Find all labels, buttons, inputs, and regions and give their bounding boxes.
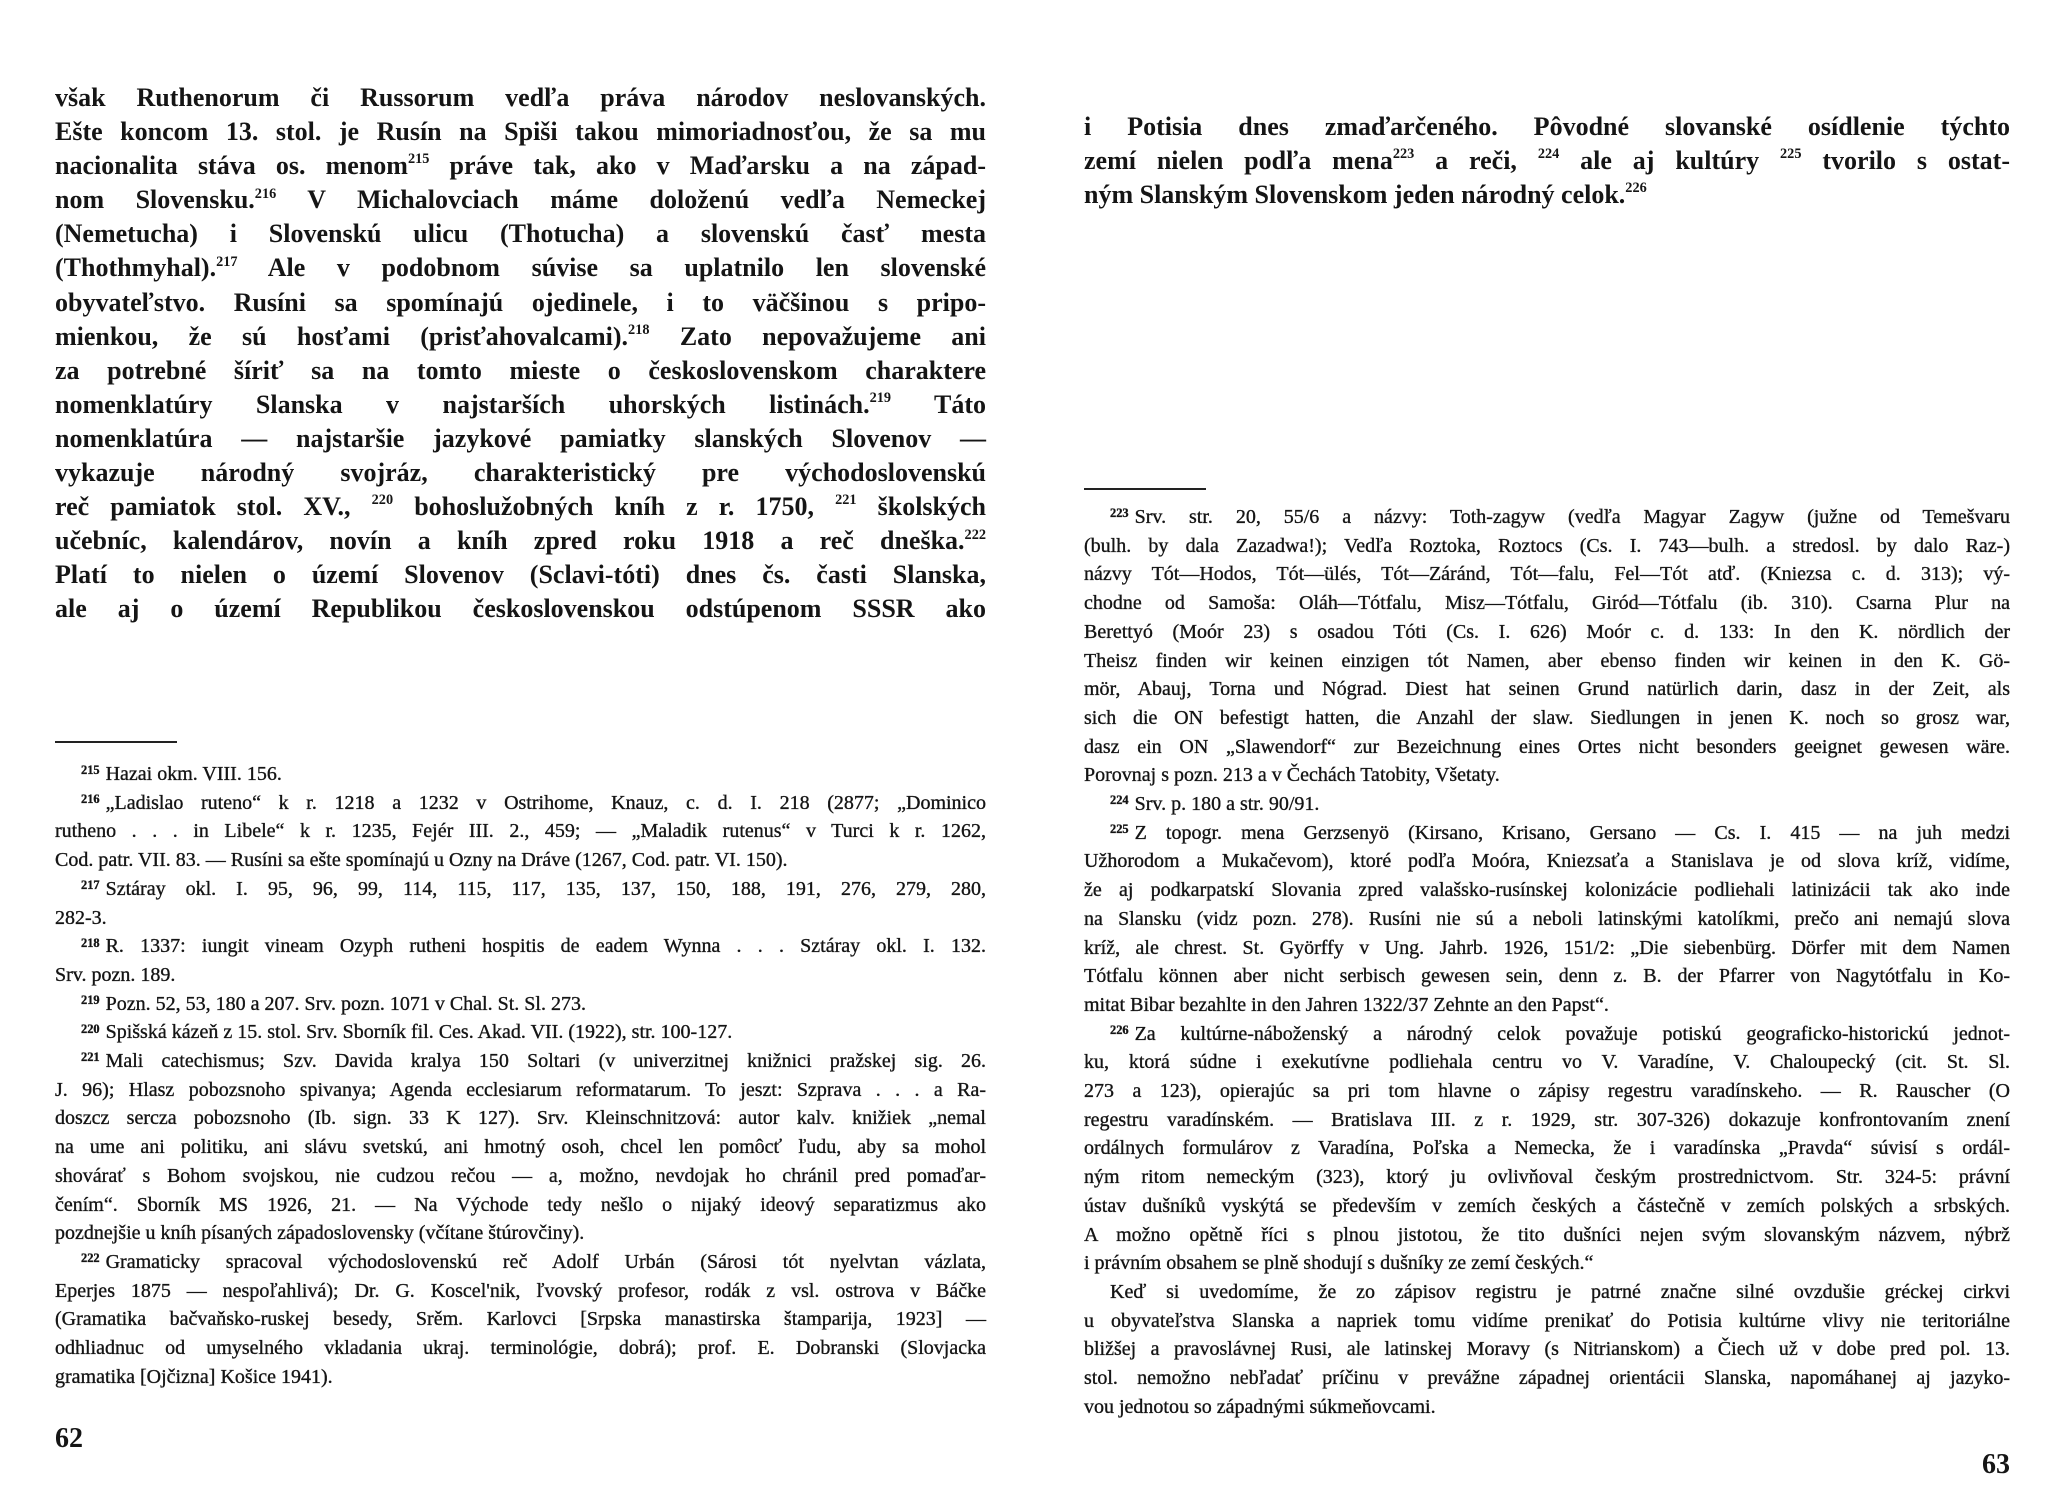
- text-run: nom Slovensku.: [55, 185, 255, 215]
- footnote-text: i právním obsahem se plně shodují s dušníky ze zemí českých.“: [1084, 1252, 1594, 1275]
- footnote-line: [1084, 1249, 2010, 1278]
- main-text-line: [55, 524, 986, 558]
- footnote-line: [1084, 1163, 2010, 1192]
- footnote-line: [1084, 1048, 2010, 1077]
- text-run: nomenklatúry Slanska v najstarších uhorských listinách.: [55, 389, 870, 419]
- footnote: [55, 1248, 986, 1392]
- text-run: mienkou, že sú hosťami (prisťahovalcami).: [55, 321, 629, 351]
- footnote-line: [55, 1018, 986, 1047]
- footnote-text: doszcz sercza pobozsnoho (Ib. sign. 33 K 127). Srv. Kleinschnitzová: autor kalv. knižiek „nemal: [55, 1107, 986, 1130]
- footnote-text: R. 1337: iungit vineam Ozyph rutheni hospitis de eadem Wynna . . . Sztáray okl. I. 132.: [105, 935, 986, 958]
- footnote-line: [1084, 503, 2010, 532]
- footnote-line: [1084, 905, 2010, 934]
- text-run: obyvateľstvo. Rusíni sa spomínajú ojedinele, i to väčšinou s pripo-: [55, 287, 986, 317]
- main-text-line: [55, 320, 986, 354]
- text-run: školských: [856, 492, 987, 522]
- footnote-line: [1084, 1077, 2010, 1106]
- footnote-text: regestru varadínském. — Bratislava III. z r. 1929, str. 307-326) dokazuje konfrontovaním znení: [1084, 1108, 2010, 1131]
- footnote-line: [1084, 1364, 2010, 1393]
- main-text-line: [55, 456, 986, 490]
- footnote-marker: 223: [1110, 506, 1129, 521]
- text-run: bohoslužobných kníh z r. 1750,: [393, 492, 836, 522]
- footnote-text: Srv. p. 180 a str. 90/91.: [1134, 793, 1320, 816]
- text-run: V Michalovciach máme doloženú vedľa Nemeckej: [276, 185, 986, 215]
- footnote-line: [1084, 790, 2010, 819]
- footnote-text: „Ladislao ruteno“ k r. 1218 a 1232 v Ostrihome, Knauz, c. d. I. 218 (2877; „Dominico: [105, 791, 986, 814]
- footnote-text: gramatika [Ojčizna] Košice 1941).: [55, 1365, 333, 1388]
- footnote-line: [55, 1219, 986, 1248]
- text-run: nacionalita stáva os. menom: [55, 151, 408, 181]
- footnote-line: [55, 990, 986, 1019]
- text-run: Platí to nielen o území Slovenov (Sclavi-tóti) dnes čs. časti Slanska,: [55, 560, 986, 590]
- footnote-text: 273 a 123), opierajúc sa pri tom hlavne o zápisy regestru varadínskeho. — R. Rauscher (O: [1084, 1080, 2010, 1103]
- footnote-text: Berettyó (Moór 23) s osadou Tóti (Cs. I. 626) Moór c. d. 133: In den K. nördlich der: [1084, 620, 2010, 643]
- footnote: [55, 1047, 986, 1248]
- footnote-ref: 219: [869, 390, 892, 407]
- footnote-line: [1084, 847, 2010, 876]
- footnote-text: Mali catechismus; Szv. Davida kralya 150 Soltari (v univerzitnej knižnici pražskej sig. 26.: [105, 1050, 986, 1073]
- main-text-line: [55, 115, 986, 149]
- main-text-line: [55, 592, 986, 626]
- text-run: vykazuje národný svojráz, charakteristický pre východoslovenskú: [55, 458, 986, 488]
- footnote: [55, 990, 986, 1019]
- footnote-line: [1084, 532, 2010, 561]
- footnote-separator: [1084, 488, 1206, 490]
- text-run: (Thothmyhal).: [55, 253, 217, 283]
- footnote-text: (Gramatika bačvaňsko-ruskej besedy, Srěm. Karlovci [Srpska manastirska štamparija, 1923] —: [55, 1308, 986, 1331]
- footnote-line: [1084, 1020, 2010, 1049]
- footnote-text: Gramaticky spracoval východoslovenskú reč Adolf Urbán (Sárosi tót nyelvtan vázlata,: [105, 1250, 986, 1273]
- footnote-text: Eperjes 1875 — nespoľahlivá); Dr. G. Koscel'nik, ľvovský profesor, rodák z vsl. ostrova v Báčke: [55, 1279, 986, 1302]
- footnote: [1084, 819, 2010, 1020]
- footnote-marker: 224: [1110, 793, 1129, 808]
- footnote-text: sich die ON befestigt hatten, die Anzahl der slaw. Siedlungen in jenen K. noch so grosz war,: [1084, 706, 2010, 729]
- main-text-line: [55, 490, 986, 524]
- footnote-text: ordálnych formulárov z Varadína, Poľska a Nemecka, že i varadínska „Pravda“ súvisí s ordál-: [1084, 1137, 2010, 1160]
- text-run: učebníc, kalendárov, novín a kníh zpred roku 1918 a reč dneška.: [55, 526, 965, 556]
- footnote-text: čením“. Sborník MS 1926, 21. — Na Východe tedy nešlo o nijaký ideový separatizmus ako: [55, 1193, 986, 1216]
- footnote-marker: 218: [81, 935, 100, 950]
- footnote-text: Tótfalu können aber nicht serbisch gewesen sein, denn z. B. der Pfarrer von Nagytótfalu in Ko-: [1084, 965, 2010, 988]
- footnote-marker: 221: [81, 1050, 100, 1065]
- footnote-paragraph: [1084, 1278, 2010, 1422]
- main-text-line: [55, 217, 986, 251]
- footnote-line: [55, 1162, 986, 1191]
- text-run: i Potisia dnes zmaďarčeného. Pôvodné slovanské osídlenie týchto: [1084, 112, 2010, 141]
- footnote: [55, 932, 986, 989]
- main-text-line: [55, 354, 986, 388]
- main-text: [1084, 110, 2010, 212]
- footnote-ref: 217: [216, 253, 238, 270]
- footnote-line: [1084, 819, 2010, 848]
- footnote-line: [1084, 1106, 2010, 1135]
- footnote-line: [55, 1334, 986, 1363]
- footnote-text: dasz ein ON „Slawendorf“ zur Bezeichnung eines Ortes nicht besonders geeignet gewesen wäre.: [1084, 735, 2010, 758]
- footnote-text: názvy Tót—Hodos, Tót—ülés, Tót—Záránd, Tót—falu, Fel—Tót atď. (Kniezsa c. d. 313); vý-: [1084, 563, 2010, 586]
- footnote-line: [55, 1047, 986, 1076]
- footnote-line: [1084, 876, 2010, 905]
- footnote-line: [55, 961, 986, 990]
- footnote: [55, 789, 986, 875]
- footnote-line: [1084, 560, 2010, 589]
- footnote-text: Theisz finden wir keinen einzigen tót Namen, aber ebenso finden wir keinen in den K. Gö-: [1084, 649, 2010, 672]
- footnote-text: Srv. pozn. 189.: [55, 963, 176, 986]
- footnote-line: [1084, 618, 2010, 647]
- footnote-text: 282-3.: [55, 906, 107, 929]
- footnote-line: [55, 1133, 986, 1162]
- main-text-line: [55, 422, 986, 456]
- footnote: [55, 875, 986, 932]
- footnote: [55, 1018, 986, 1047]
- text-run: práve tak, ako v Maďarsku a na západ-: [429, 151, 986, 181]
- footnote-marker: 217: [81, 878, 100, 893]
- footnote-line: [1084, 1307, 2010, 1336]
- footnote-separator: [55, 741, 177, 743]
- footnote-line: [55, 817, 986, 846]
- footnote-line: [1084, 934, 2010, 963]
- footnote-text: Sztáray okl. I. 95, 96, 99, 114, 115, 117, 135, 137, 150, 188, 191, 276, 279, 280,: [105, 877, 986, 900]
- text-run: (Nemetucha) i Slovenskú ulicu (Thotucha) a slovenskú časť mesta: [55, 219, 986, 249]
- footnote-line: [1084, 1221, 2010, 1250]
- footnote-text: u obyvateľstva Slanska a napriek tomu vidíme prenikať do Potisia kultúrne vlivy nie teritoriálne: [1084, 1309, 2010, 1332]
- text-run: Zato nepovažujeme ani: [649, 321, 986, 351]
- text-run: ale aj kultúry: [1559, 146, 1781, 176]
- footnote-ref: 225: [1780, 146, 1802, 163]
- footnote-text: na Slansku (vidz pozn. 278). Rusíni nie sú a neboli latinskými katolíkmi, prečo ani nemajú slova: [1084, 907, 2010, 930]
- footnote-text: kríž, ale chrest. St. Györffy v Ung. Jahrb. 1926, 151/2: „Die siebenbürg. Dörfer mit dem Namen: [1084, 936, 2010, 959]
- footnote-text: Cod. patr. VII. 83. — Rusíni sa ešte spomínajú u Ozny na Dráve (1267, Cod. patr. VI. 150).: [55, 849, 788, 872]
- footnote-line: [1084, 1335, 2010, 1364]
- text-run: nomenklatúra — najstaršie jazykové pamiatky slanských Slovenov —: [55, 423, 986, 453]
- footnote-text: Spišská kázeň z 15. stol. Srv. Sborník fil. Ces. Akad. VII. (1922), str. 100-127.: [105, 1021, 733, 1044]
- footnote-marker: 220: [81, 1021, 100, 1036]
- footnote-line: [55, 760, 986, 789]
- footnote-text: mör, Abauj, Torna und Nógrad. Diest hat seinen Grund natürlich darin, dasz in der Zeit, als: [1084, 678, 2010, 701]
- footnote-ref: 222: [964, 526, 986, 543]
- text-run: ale aj o území Republikou československou odstúpenom SSSR ako: [55, 594, 986, 624]
- footnote-line: [55, 789, 986, 818]
- footnote-line: [1084, 733, 2010, 762]
- footnote-text: A možno opětně říci s plnou jistotou, že tito dušníci nejen svým slovanským názvem, nýbrž: [1084, 1223, 2010, 1246]
- footnote-line: [1084, 589, 2010, 618]
- footnote-line: [1084, 1192, 2010, 1221]
- footnote-marker: 215: [81, 763, 100, 778]
- main-text-line: [55, 149, 986, 183]
- main-text-line: [1084, 178, 2010, 212]
- footnote-line: [55, 1076, 986, 1105]
- footnote-text: Za kultúrne-náboženský a národný celok považuje potiskú geograficko-historickú jednot-: [1134, 1022, 2010, 1045]
- footnote-text: vou jednotou so západnými súkmeňovcami.: [1084, 1395, 1436, 1418]
- main-text-line: [55, 558, 986, 592]
- footnote-ref: 223: [1392, 146, 1415, 163]
- footnotes: [1084, 503, 2010, 1422]
- main-text-line: [55, 251, 986, 285]
- footnote-text: stol. nemožno nebľadať príčinu v prevážne západnej orientácii Slanska, napomáhanej aj jazyko-: [1084, 1367, 2010, 1390]
- footnote-text: Keď si uvedomíme, že zo zápisov registru je patrné značne silné ovzdušie gréckej cirkvi: [1110, 1280, 2010, 1303]
- main-text-line: [55, 286, 986, 320]
- footnote-line: [1084, 962, 2010, 991]
- footnote-line: [55, 1277, 986, 1306]
- footnote-ref: 226: [1625, 180, 1647, 197]
- footnote: [1084, 790, 2010, 819]
- footnote-line: [55, 1248, 986, 1277]
- text-run: Táto: [891, 389, 986, 419]
- footnote-line: [55, 1104, 986, 1133]
- footnote-text: Srv. str. 20, 55/6 a názvy: Toth-zagyw (vedľa Magyar Zagyw (južne od Temešvaru: [1134, 506, 2010, 528]
- footnote-ref: 216: [254, 185, 277, 202]
- text-run: zemí nielen podľa mena: [1084, 146, 1393, 176]
- footnote-line: [55, 1305, 986, 1334]
- page-number: 63: [1982, 1449, 2010, 1480]
- footnote-line: [1084, 704, 2010, 733]
- footnote: [1084, 503, 2010, 790]
- text-run: Ešte koncom 13. stol. je Rusín na Spiši takou mimoriadnosťou, že sa mu: [55, 117, 986, 147]
- footnote-line: [55, 846, 986, 875]
- footnote-line: [1084, 761, 2010, 790]
- footnote-line: [55, 932, 986, 961]
- text-run: tvorilo s ostat-: [1801, 146, 2010, 176]
- footnote-text: chodne od Samoša: Oláh—Tótfalu, Misz—Tótfalu, Giród—Tótfalu (ib. 310). Csarna Plur na: [1084, 592, 2010, 615]
- footnote-text: odhliadnuc od umyselného vkladania ukraj. terminológie, dobrá); prof. E. Dobranski (Slovjacka: [55, 1337, 986, 1360]
- main-text-line: [1084, 110, 2010, 144]
- footnote-text: pozdnejšie u kníh písaných západoslovensky (včítane štúrovčiny).: [55, 1222, 585, 1245]
- footnote-line: [1084, 991, 2010, 1020]
- footnote-ref: 220: [371, 492, 394, 509]
- footnote-line: [1084, 1278, 2010, 1307]
- footnote-text: ústav dušníků vyskýtá se především v zemích českých a částečně v zemích polských a srbských.: [1084, 1194, 2010, 1217]
- footnotes: [55, 760, 986, 1391]
- footnote-line: [1084, 675, 2010, 704]
- footnote: [55, 760, 986, 789]
- text-run: a reči,: [1414, 146, 1538, 176]
- text-run: reč pamiatok stol. XV.,: [55, 492, 372, 522]
- footnote-marker: 226: [1110, 1023, 1129, 1038]
- footnote-ref: 218: [628, 321, 650, 338]
- footnote-text: že aj podkarpatskí Slovania zpred valašsko-rusínskej kolonizácie podliehali latinizácii tak ako inde: [1084, 879, 2010, 902]
- main-text-line: [55, 81, 986, 115]
- main-text-line: [1084, 144, 2010, 178]
- footnote-ref: 224: [1537, 146, 1560, 163]
- text-run: však Ruthenorum či Russorum vedľa práva národov neslovanských.: [55, 83, 986, 112]
- text-run: za potrebné šíriť sa na tomto mieste o československom charaktere: [55, 355, 986, 385]
- page-number: 62: [55, 1423, 83, 1454]
- footnote-text: bližšej a pravoslávnej Rusi, ale latinskej Moravy (s Nitrianskom) a Čiech už v dobe pred pol. 13.: [1084, 1338, 2010, 1361]
- footnote-text: Hazai okm. VIII. 156.: [105, 763, 282, 785]
- footnote-text: ku, ktorá súdne i exekutívne podliehala centru vo V. Varadíne, V. Chaloupecký (cit. St. Sl.: [1084, 1051, 2010, 1074]
- footnote-line: [1084, 1134, 2010, 1163]
- footnote-ref: 221: [835, 492, 857, 509]
- footnote-text: Z topogr. mena Gerzsenyö (Kirsano, Krisano, Gersano — Cs. I. 415 — na juh medzi: [1134, 821, 2010, 844]
- footnote-marker: 222: [81, 1251, 100, 1266]
- footnote-text: na ume ani politiku, ani slávu svetskú, ani hmotný osoh, chcel len pomôcť ľudu, aby sa mohol: [55, 1136, 986, 1159]
- text-run: ným Slanským Slovenskom jeden národný celok.: [1084, 180, 1626, 210]
- footnote-text: shovárať s Bohom svojskou, nie cudzou rečou — a, možno, nevdojak ho chránil pred pomaďar-: [55, 1164, 986, 1187]
- footnote-text: mitat Bibar bezahlte in den Jahren 1322/37 Zehnte an den Papst“.: [1084, 993, 1609, 1016]
- footnote-marker: 219: [81, 993, 100, 1008]
- main-text-line: [55, 388, 986, 422]
- footnote-line: [55, 1363, 986, 1392]
- footnote-text: J. 96); Hlasz pobozsnoho spivanya; Agenda ecclesiarum reformatarum. To jeszt: Szprava . . . a Ra-: [55, 1078, 986, 1101]
- footnote-line: [1084, 1393, 2010, 1422]
- page-right: [1023, 0, 2046, 1500]
- footnote-line: [1084, 647, 2010, 676]
- footnote-line: [55, 904, 986, 933]
- footnote-marker: 225: [1110, 822, 1129, 837]
- main-text: [55, 81, 986, 627]
- footnote-line: [55, 1191, 986, 1220]
- footnote-marker: 216: [81, 792, 100, 807]
- main-text-line: [55, 183, 986, 217]
- footnote-text: rutheno . . . in Libele“ k r. 1235, Fejér III. 2., 459; — „Maladik rutenus“ v Turci k r. 1262,: [55, 820, 986, 843]
- footnote-text: Užhorodom a Mukačevom), ktoré podľa Moóra, Kniezsaťa a Stanislava je od slova kríž, vidíme,: [1084, 850, 2010, 873]
- footnote-text: (bulh. by dala Zazadwa!); Vedľa Roztoka, Roztocs (Cs. I. 743—bulh. a stredosl. by dalo Raz-): [1084, 534, 2010, 557]
- footnote: [1084, 1020, 2010, 1278]
- footnote-ref: 215: [407, 151, 430, 168]
- text-run: Ale v podobnom súvise sa uplatnilo len slovenské: [237, 253, 986, 283]
- footnote-text: Pozn. 52, 53, 180 a 207. Srv. pozn. 1071 v Chal. St. Sl. 273.: [105, 992, 586, 1015]
- footnote-line: [55, 875, 986, 904]
- footnote-text: Porovnaj s pozn. 213 a v Čechách Tatobity, Všetaty.: [1084, 764, 1500, 787]
- footnote-text: ným ritom nemeckým (323), ktorý ju ovlivňoval českým prostrednictvom. Str. 324-5: právní: [1084, 1166, 2010, 1189]
